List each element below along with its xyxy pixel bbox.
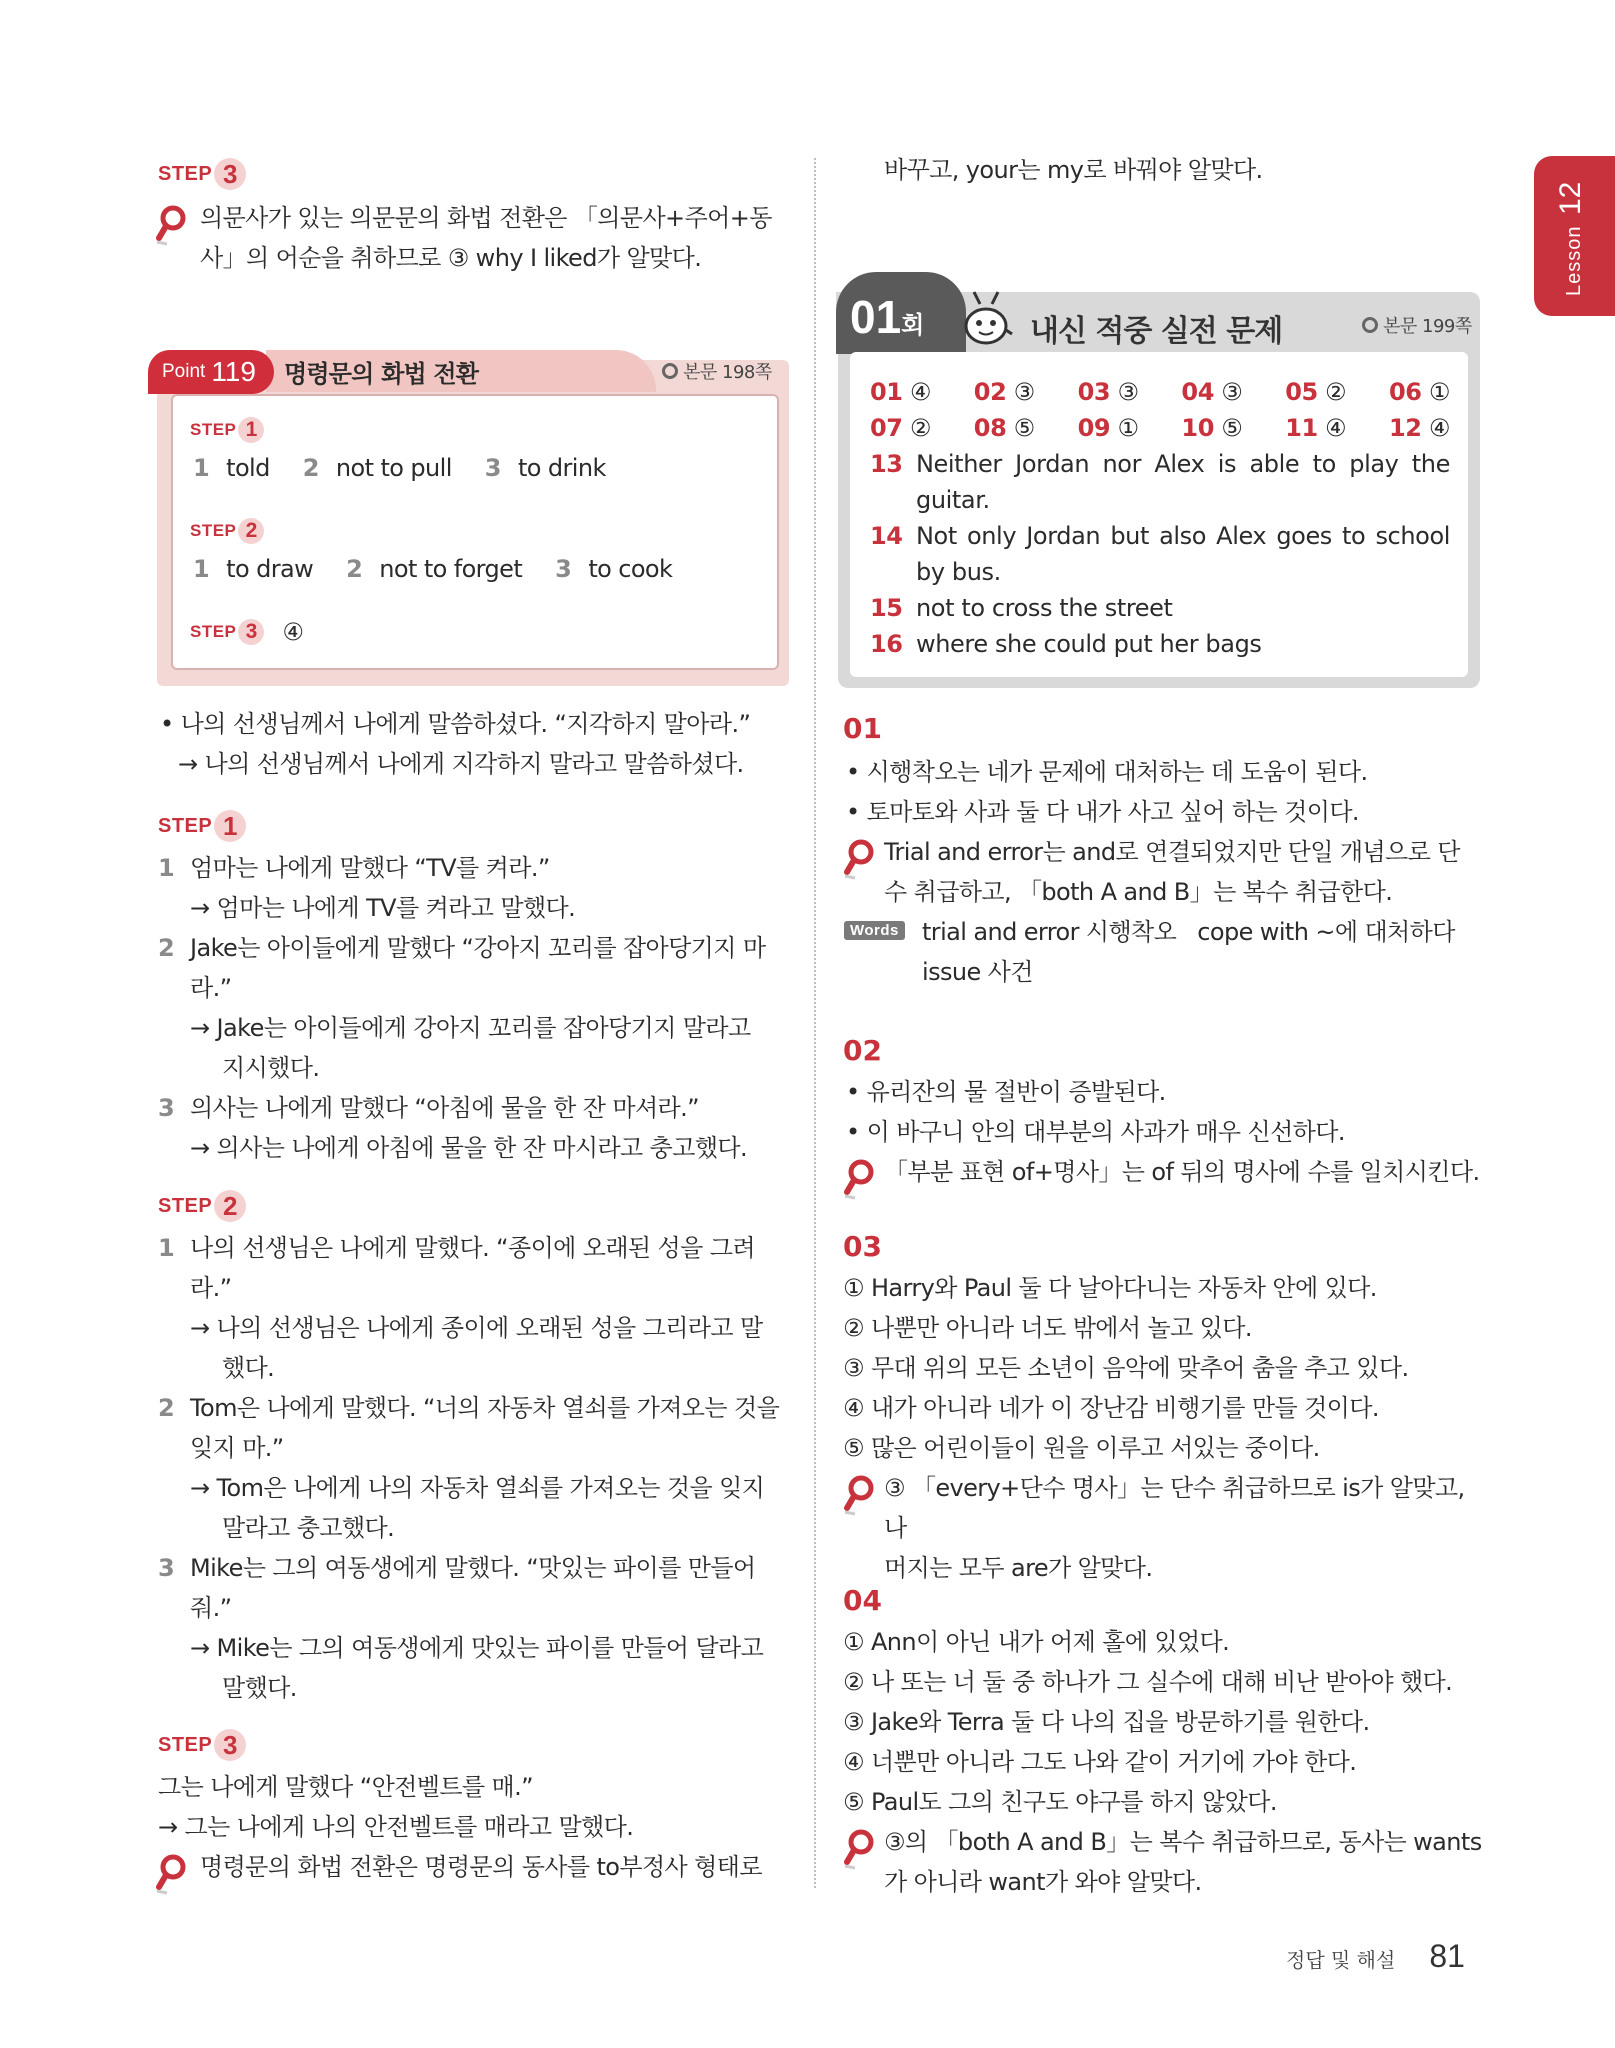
question-02-tip: 「부분 표현 of+명사」는 of 뒤의 명사에 수를 일치시킨다.: [884, 1158, 1480, 1186]
item-number: 2: [158, 1394, 175, 1422]
point-step-3: [190, 614, 304, 650]
footer-label: 정답 및 해설: [1286, 1948, 1396, 1972]
text-line: by bus.: [916, 558, 1001, 586]
text-line: Trial and error는 and로 연결되었지만 단일 개념으로 단: [884, 838, 1460, 866]
answer-key: 04: [1181, 378, 1214, 406]
answer-row-1: [870, 374, 1450, 410]
answer-box-title: 내신 적중 실전 문제: [1030, 314, 1283, 349]
step-number: 3: [214, 1729, 246, 1761]
answer-text: told: [226, 454, 270, 482]
answer-key: 06: [1388, 378, 1422, 406]
point-tab: [148, 350, 274, 394]
step-word: STEP: [158, 814, 213, 837]
text-line: 라.”: [190, 1274, 232, 1302]
text-line: 지시했다.: [222, 1054, 320, 1082]
answer-key: 14: [870, 522, 903, 550]
point-step-1-answers: [193, 448, 606, 488]
answer-key: 05: [1285, 378, 1318, 406]
answer-long-item: [870, 590, 1450, 626]
answer-key: 09: [1077, 414, 1111, 442]
answer-text: to draw: [226, 555, 314, 583]
answer-value: ③: [1221, 378, 1243, 406]
answer-long-item: [870, 626, 1450, 662]
ref-text: 본문 199쪽: [1383, 316, 1472, 337]
text-line: 잊지 마.”: [190, 1434, 284, 1462]
text-line: ③의 「both A and B」는 복수 취급하므로, 동사는 wants: [884, 1828, 1482, 1856]
list-item: [158, 1088, 798, 1168]
answer-key: 08: [973, 414, 1007, 442]
text-line: where she could put her bags: [916, 630, 1262, 658]
answer-text: ④: [282, 618, 304, 646]
question-01-number: 01: [843, 712, 882, 745]
step-2-list: [158, 1228, 798, 1708]
text-line: 했다.: [222, 1354, 275, 1382]
text-line: • 시행착오는 네가 문제에 대처하는 데 도움이 된다.: [846, 758, 1368, 786]
test-suffix: 회: [901, 312, 925, 339]
text-line: → 그는 나에게 나의 안전벨트를 매라고 말했다.: [158, 1813, 634, 1841]
text-line: 의문사가 있는 의문문의 화법 전환은 「의문사+주어+동: [200, 204, 772, 232]
text-line: Jake는 아이들에게 말했다 “강아지 꼬리를 잡아당기지 마: [190, 934, 766, 962]
answer-text: not to forget: [379, 555, 523, 583]
item-number: 1: [193, 555, 210, 583]
step-number: 3: [214, 158, 246, 190]
question-02-bullets: [846, 1072, 1486, 1152]
page-footer: [1286, 1938, 1465, 1975]
step-3-header-top: [158, 156, 246, 192]
lesson-number: 12: [1554, 181, 1587, 216]
item-number: 1: [193, 454, 210, 482]
answer-key: 11: [1285, 414, 1318, 442]
point-page-ref: [662, 358, 772, 384]
answer-long-list: [870, 446, 1450, 662]
answer-item: [1285, 374, 1346, 410]
question-01-words: [922, 912, 1482, 992]
text-line: 줘.”: [190, 1594, 232, 1622]
step-1-list: [158, 848, 798, 1168]
answer-long-item: [870, 446, 1450, 518]
point-word: Point: [162, 361, 206, 382]
magnifier-icon: [155, 1853, 189, 1895]
choice-line: ④ 너뿐만 아니라 그도 나와 같이 거기에 가야 한다.: [843, 1748, 1357, 1776]
text-line: guitar.: [916, 486, 990, 514]
answer-item: [974, 374, 1035, 410]
step-word: STEP: [158, 1194, 213, 1217]
step-word: STEP: [190, 622, 237, 641]
answer-value: ②: [909, 414, 931, 442]
step-3-text: [158, 1767, 798, 1847]
answer-item: [1078, 410, 1139, 446]
answer-text: to drink: [517, 454, 606, 482]
answer-key: 16: [870, 630, 903, 658]
text-line: Tom은 나에게 말했다. “너의 자동차 열쇠를 가져오는 것을: [190, 1394, 780, 1422]
step-word: STEP: [158, 1733, 213, 1756]
step-number: 1: [214, 810, 246, 842]
point-title: 명령문의 화법 전환: [284, 359, 479, 388]
mascot-icon: [960, 290, 1014, 350]
list-item: [158, 848, 798, 928]
question-01-bullets: [846, 752, 1486, 832]
text-line: → Jake는 아이들에게 강아지 꼬리를 잡아당기지 말라고: [190, 1014, 751, 1042]
answer-long-item: [870, 518, 1450, 590]
item-number: 2: [158, 934, 175, 962]
answer-item: [870, 410, 931, 446]
text-line: trial and error 시행착오 cope with ~에 대처하다: [922, 918, 1455, 946]
text-line: Not only Jordan but also Alex goes to school: [916, 522, 1450, 550]
list-item: [158, 928, 798, 1088]
answer-value: ④: [1428, 414, 1450, 442]
question-04-number: 04: [843, 1584, 882, 1617]
answer-value: ⑤: [1221, 414, 1243, 442]
text-line: → 나의 선생님은 나에게 종이에 오래된 성을 그리라고 말: [190, 1314, 763, 1342]
choice-line: ⑤ 많은 어린이들이 원을 이루고 서있는 중이다.: [843, 1434, 1320, 1462]
text-line: → 엄마는 나에게 TV를 켜라고 말했다.: [190, 894, 576, 922]
list-item: [158, 1388, 798, 1548]
answer-key: 13: [870, 450, 903, 478]
text-line: 가 아니라 want가 와야 알맞다.: [884, 1868, 1202, 1896]
text-line: • 나의 선생님께서 나에게 말씀하셨다. “지각하지 말아라.”: [160, 710, 751, 738]
point-step-2: [190, 513, 264, 549]
answer-key: 02: [973, 378, 1007, 406]
question-03-number: 03: [843, 1230, 882, 1263]
step-number: 2: [238, 518, 264, 544]
answer-value: ⑤: [1013, 414, 1035, 442]
text-line: • 유리잔의 물 절반이 증발된다.: [846, 1078, 1166, 1106]
intro-example: [160, 704, 800, 784]
question-03-tip: [884, 1468, 1484, 1588]
choice-line: ① Ann이 아닌 내가 어제 홀에 있었다.: [843, 1628, 1230, 1656]
answer-value: ④: [1325, 414, 1347, 442]
ref-circle-icon: [662, 363, 678, 379]
words-badge: Words: [844, 921, 905, 940]
point-number: 119: [211, 356, 256, 387]
answer-value: ①: [1428, 378, 1450, 406]
point-step-2-answers: [193, 549, 672, 589]
text-line: 말라고 충고했다.: [222, 1514, 395, 1542]
answer-item: [1181, 410, 1242, 446]
answer-key: 15: [870, 594, 903, 622]
lesson-word: Lesson: [1563, 225, 1585, 296]
continued-text: 바꾸고, your는 my로 바꿔야 알맞다.: [884, 156, 1263, 184]
answer-item: [1181, 374, 1242, 410]
text-line: 말했다.: [222, 1674, 297, 1702]
answer-key: 01: [870, 378, 903, 406]
question-01-tip: [884, 832, 1484, 912]
text-line: issue 사건: [922, 958, 1033, 986]
step-1-header: [158, 808, 246, 844]
step-number: 3: [238, 619, 264, 645]
text-line: 나의 선생님은 나에게 말했다. “종이에 오래된 성을 그려: [190, 1234, 755, 1262]
answer-value: ③: [1013, 378, 1035, 406]
step-word: STEP: [190, 420, 237, 439]
answer-page-ref: [1362, 312, 1472, 338]
item-number: 3: [484, 454, 501, 482]
choice-line: ⑤ Paul도 그의 친구도 야구를 하지 않았다.: [843, 1788, 1277, 1816]
ref-text: 본문 198쪽: [683, 362, 772, 383]
magnifier-icon: [843, 1158, 877, 1200]
answer-item: [974, 410, 1035, 446]
list-item: [158, 1228, 798, 1388]
choice-line: ① Harry와 Paul 둘 다 날아다니는 자동차 안에 있다.: [843, 1274, 1377, 1302]
text-line: 머지는 모두 are가 알맞다.: [884, 1554, 1153, 1582]
step-word: STEP: [190, 521, 237, 540]
magnifier-icon: [155, 204, 189, 246]
answer-item: [1285, 410, 1346, 446]
item-number: 2: [302, 454, 319, 482]
text-line: → Mike는 그의 여동생에게 맛있는 파이를 만들어 달라고: [190, 1634, 764, 1662]
item-number: 3: [158, 1094, 175, 1122]
answer-item: [1389, 410, 1450, 446]
ref-circle-icon: [1362, 317, 1378, 333]
answer-key: 12: [1388, 414, 1422, 442]
answer-row-2: [870, 410, 1450, 446]
step-3-header: [158, 1727, 246, 1763]
item-number: 2: [346, 555, 363, 583]
choice-line: ② 나뿐만 아니라 너도 밖에서 놀고 있다.: [843, 1314, 1252, 1342]
text-line: • 이 바구니 안의 대부분의 사과가 매우 신선하다.: [846, 1118, 1345, 1146]
step-word: STEP: [158, 162, 213, 185]
text-line: ③ 「every+단수 명사」는 단수 취급하므로 is가 알맞고, 나: [884, 1474, 1465, 1542]
choice-line: ② 나 또는 너 둘 중 하나가 그 실수에 대해 비난 받아야 했다.: [843, 1668, 1453, 1696]
answer-value: ①: [1117, 414, 1139, 442]
step-number: 1: [238, 417, 264, 443]
answer-key: 03: [1077, 378, 1111, 406]
step-number: 2: [214, 1190, 246, 1222]
text-line: 그는 나에게 말했다 “안전벨트를 매.”: [158, 1773, 533, 1801]
text-line: 의사는 나에게 말했다 “아침에 물을 한 잔 마셔라.”: [190, 1094, 699, 1122]
point-title-bar: [266, 350, 656, 392]
choice-line: ③ Jake와 Terra 둘 다 나의 집을 방문하기를 원한다.: [843, 1708, 1370, 1736]
text-line: → Tom은 나에게 나의 자동차 열쇠를 가져오는 것을 잊지: [190, 1474, 765, 1502]
magnifier-icon: [843, 1474, 877, 1516]
question-03-choices: [843, 1268, 1483, 1468]
list-item: [158, 1548, 798, 1708]
text-line: → 나의 선생님께서 나에게 지각하지 말라고 말씀하셨다.: [178, 750, 744, 778]
text-line: • 토마토와 사과 둘 다 내가 사고 싶어 하는 것이다.: [846, 798, 1359, 826]
answer-key: 07: [870, 414, 903, 442]
lesson-label: [1554, 182, 1588, 296]
question-04-tip: [884, 1822, 1484, 1902]
question-02-number: 02: [843, 1034, 882, 1067]
point-step-1: [190, 412, 264, 448]
text-line: Neither Jordan nor Alex is able to play the: [916, 450, 1450, 478]
item-number: 3: [158, 1554, 175, 1582]
test-number: [850, 290, 924, 344]
text-line: 엄마는 나에게 말했다 “TV를 켜라.”: [190, 854, 550, 882]
question-04-choices: [843, 1622, 1493, 1822]
answer-item: [870, 374, 931, 410]
answer-text: not to pull: [335, 454, 452, 482]
test-num: 01: [850, 291, 902, 343]
choice-line: ④ 내가 아니라 네가 이 장난감 비행기를 만들 것이다.: [843, 1394, 1379, 1422]
answer-value: ②: [1325, 378, 1347, 406]
page-number: 81: [1429, 1938, 1465, 1974]
column-divider: [814, 158, 816, 1888]
text-line: 라.”: [190, 974, 232, 1002]
magnifier-icon: [843, 838, 877, 880]
magnifier-icon: [843, 1828, 877, 1870]
item-number: 1: [158, 1234, 175, 1262]
text-line: 사」의 어순을 취하므로 ③ why I liked가 알맞다.: [200, 244, 702, 272]
text-line: 수 취급하고, 「both A and B」는 복수 취급한다.: [884, 878, 1393, 906]
text-line: → 의사는 나에게 아침에 물을 한 잔 마시라고 충고했다.: [190, 1134, 748, 1162]
step-3-tip: 명령문의 화법 전환은 명령문의 동사를 to부정사 형태로: [200, 1853, 762, 1881]
choice-line: ③ 무대 위의 모든 소년이 음악에 맞추어 춤을 추고 있다.: [843, 1354, 1409, 1382]
answer-value: ④: [909, 378, 931, 406]
text-line: Mike는 그의 여동생에게 말했다. “맛있는 파이를 만들어: [190, 1554, 756, 1582]
step3-top-text: [200, 198, 794, 278]
answer-value: ③: [1117, 378, 1139, 406]
text-line: not to cross the street: [916, 594, 1173, 622]
item-number: 3: [555, 555, 572, 583]
step-2-header: [158, 1188, 246, 1224]
item-number: 1: [158, 854, 175, 882]
answer-item: [1389, 374, 1450, 410]
answer-text: to cook: [588, 555, 673, 583]
answer-key: 10: [1181, 414, 1214, 442]
answer-item: [1078, 374, 1139, 410]
